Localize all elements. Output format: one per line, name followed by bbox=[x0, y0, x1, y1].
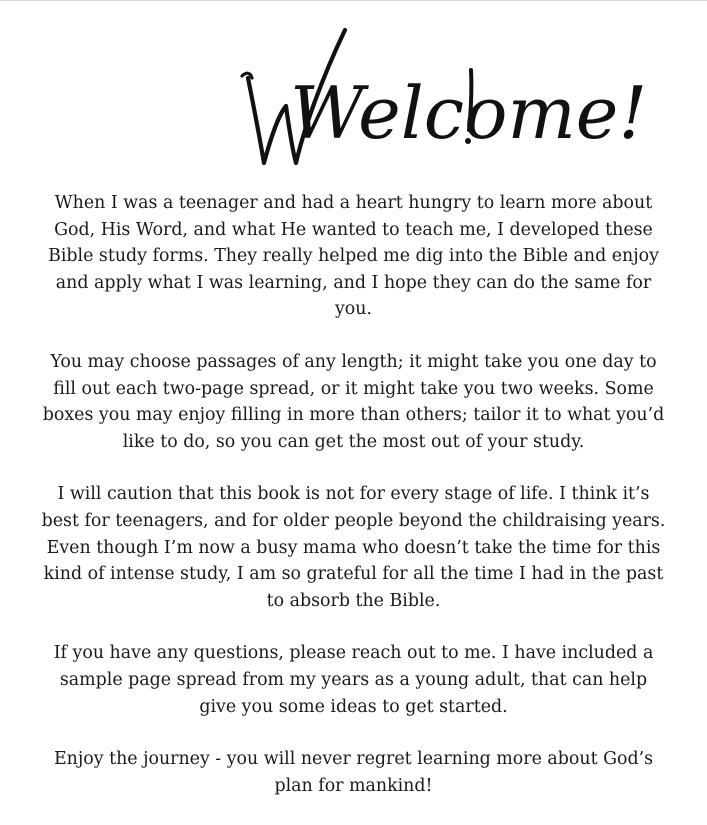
welcome-heading-graphic bbox=[0, 18, 707, 188]
paragraph-closing: Enjoy the journey - you will never regret learning more about God’s plan for mankind! bbox=[53, 749, 654, 796]
paragraph-instructions: You may choose passages of any length; it might take you one day to fill out each two-page spread, or it might take you two weeks. Some boxes you may enjoy filling in more than others; tailor it to what you’d like to do, so you can get the most out of your study. bbox=[42, 351, 665, 452]
paragraph-contact: If you have any questions, please reach out to me. I have included a sample page spread from my years as a young adult, that can help give you some ideas to get started. bbox=[53, 643, 654, 717]
welcome-heading-wrap bbox=[0, 18, 707, 188]
paragraph-caution: I will caution that this book is not for every stage of life. I think it’s best for teenagers, and for older people beyond the childraising years. Even though I’m now a busy mama who doesn’t take the time for this kind of intense study, I am so grateful for all the time I had in the past to absorb the Bible. bbox=[41, 484, 666, 611]
top-divider bbox=[0, 0, 707, 1]
paragraph-intro: When I was a teenager and had a heart hungry to learn more about God, His Word, and what He wanted to teach me, I developed these Bible study forms. They really helped me dig into the Bible and enjoy and apply what I was learning, and I hope they can do the same for you. bbox=[48, 193, 659, 320]
welcome-body bbox=[40, 190, 667, 825]
page-title: Welcome! bbox=[290, 71, 648, 155]
